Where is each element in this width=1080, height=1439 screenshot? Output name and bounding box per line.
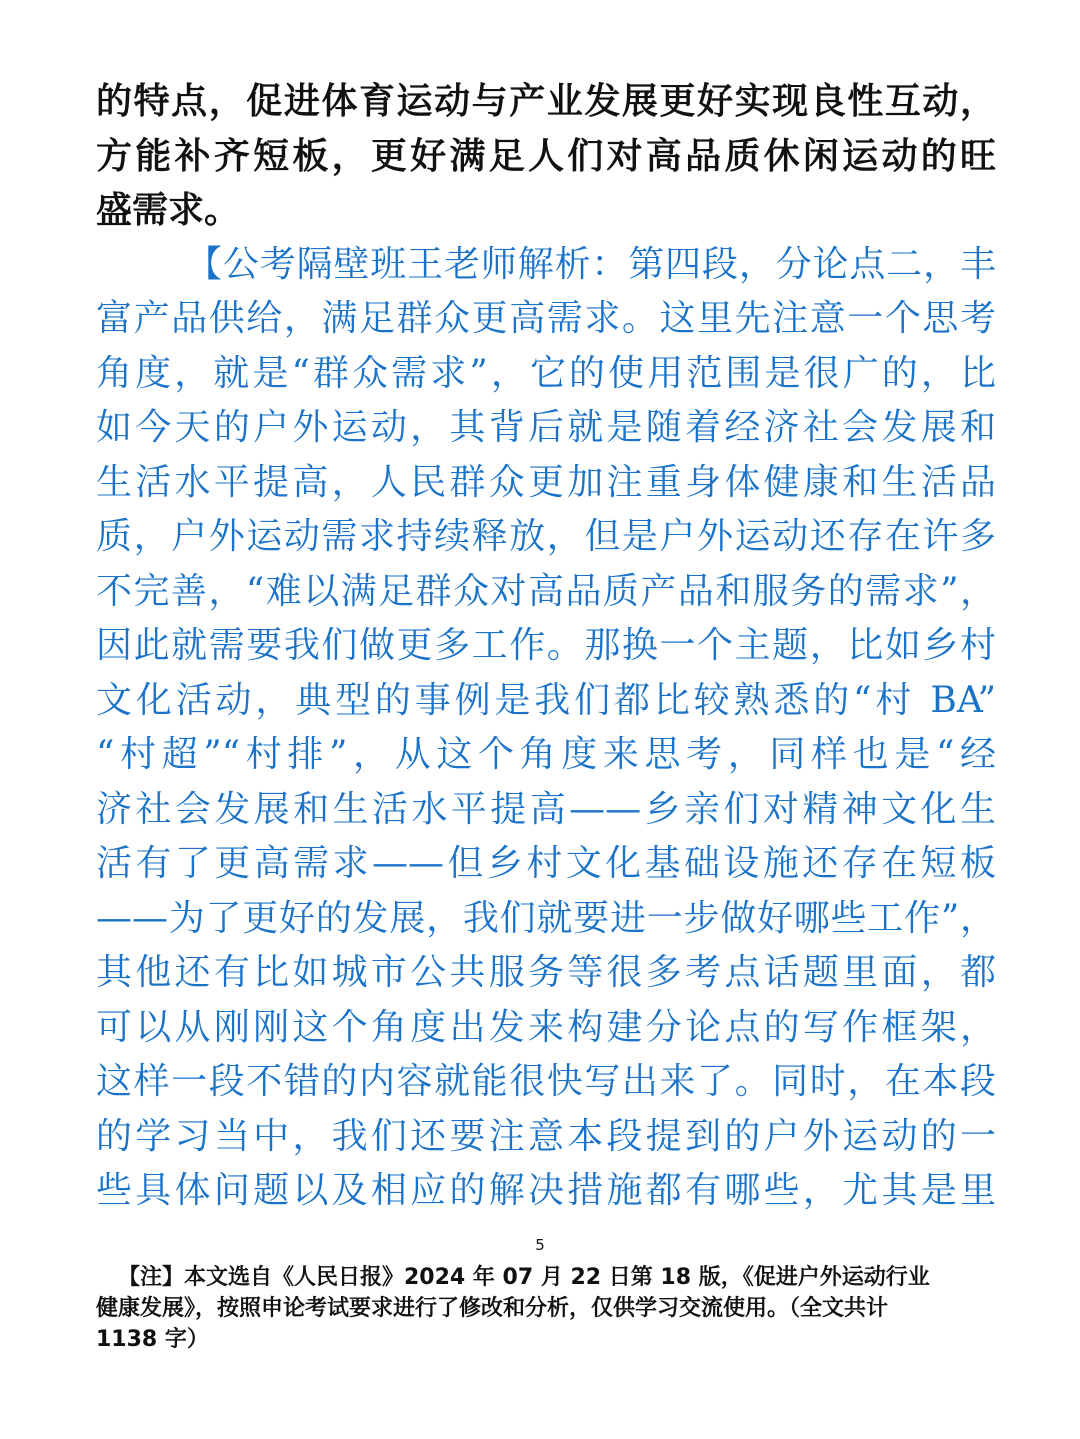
footnote-line: 健康发展》，按照申论考试要求进行了修改和分析，仅供学习交流使用。（全文共计 xyxy=(96,1296,889,1321)
body-line: 方能补齐短板，更好满足人们对高品质休闲运动的旺 xyxy=(96,134,996,177)
analysis-line: ——为了更好的发展，我们就要进一步做好哪些工作”， xyxy=(96,897,996,939)
analysis-line: 角度，就是“群众需求”，它的使用范围是很广的，比 xyxy=(96,352,996,394)
analysis-line: 富产品供给，满足群众更高需求。这里先注意一个思考 xyxy=(96,298,996,339)
footnote xyxy=(96,1262,986,1355)
analysis-line: 如今天的户外运动，其背后就是随着经济社会发展和 xyxy=(96,407,996,448)
analysis-line: 的学习当中，我们还要注意本段提到的户外运动的一 xyxy=(96,1115,996,1157)
footnote-line: 【注】本文选自《人民日报》2024 年 07 月 22 日第 18 版，《促进户外运动行业 xyxy=(118,1265,930,1290)
analysis-line: 生活水平提高，人民群众更加注重身体健康和生活品 xyxy=(96,461,996,503)
footnote-line: 1138 字） xyxy=(96,1327,209,1352)
analysis-line: “村超”“村排”，从这个角度来思考，同样也是“经 xyxy=(96,734,996,775)
analysis-line: 济社会发展和生活水平提高——乡亲们对精神文化生 xyxy=(96,788,996,830)
analysis-line: 不完善，“难以满足群众对高品质产品和服务的需求”， xyxy=(96,570,996,612)
analysis-line: 可以从刚刚这个角度出发来构建分论点的写作框架， xyxy=(96,1006,996,1048)
analysis-line: 文化活动，典型的事例是我们都比较熟悉的“村 BA” xyxy=(96,679,996,721)
analysis-line: 些具体问题以及相应的解决措施都有哪些，尤其是里 xyxy=(96,1170,996,1211)
body-line: 的特点，促进体育运动与产业发展更好实现良性互动， xyxy=(96,80,996,122)
page-number: 5 xyxy=(535,1236,545,1254)
body-line: 盛需求。 xyxy=(96,189,241,231)
analysis-line: 这样一段不错的内容就能很快写出来了。同时，在本段 xyxy=(96,1061,996,1102)
analysis-line: 质，户外运动需求持续释放，但是户外运动还存在许多 xyxy=(96,516,996,557)
analysis-line: 【公考隔壁班王老师解析：第四段，分论点二，丰 xyxy=(186,243,996,285)
analysis-line: 因此就需要我们做更多工作。那换一个主题，比如乡村 xyxy=(96,625,996,666)
analysis-line: 其他还有比如城市公共服务等很多考点话题里面，都 xyxy=(96,952,996,993)
analysis-line: 活有了更高需求——但乡村文化基础设施还存在短板 xyxy=(96,843,996,884)
body-text xyxy=(96,74,996,1219)
